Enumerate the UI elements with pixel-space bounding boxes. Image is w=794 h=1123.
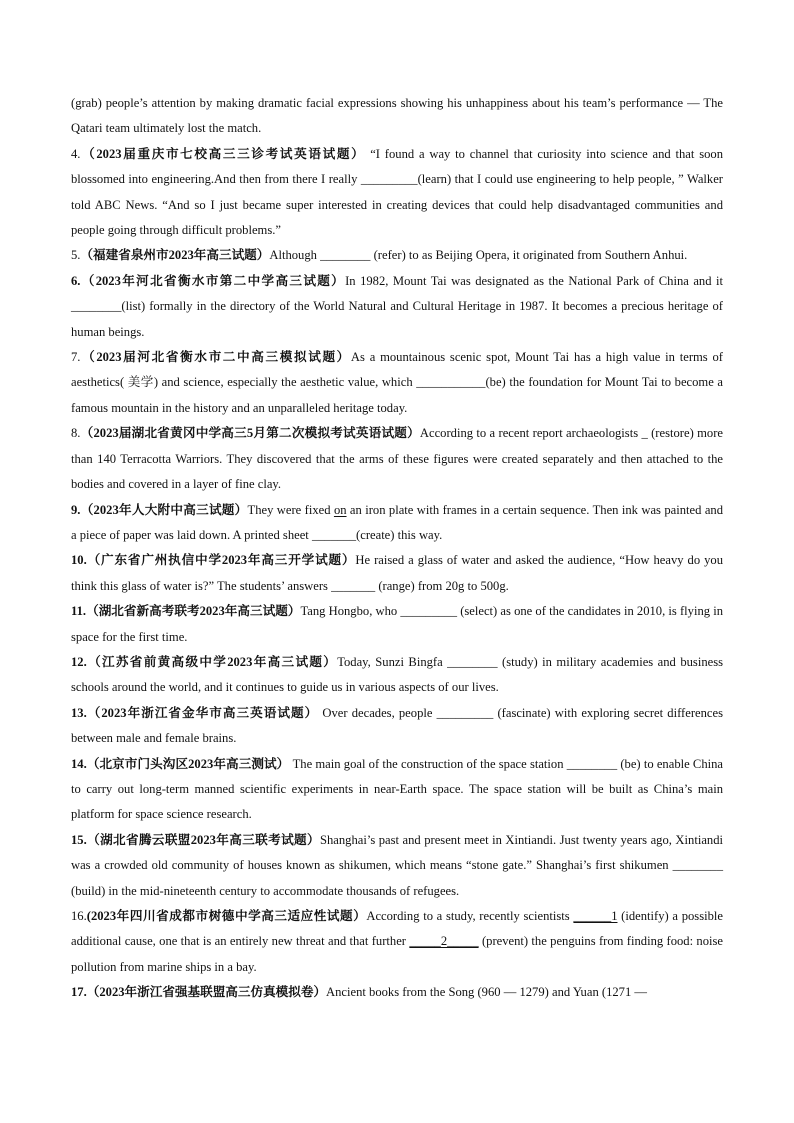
question-source: （湖北省腾云联盟2023年高三联考试题） [86, 832, 320, 847]
question-source: （2023届湖北省黄冈中学高三5月第二次模拟考试英语试题） [80, 426, 420, 441]
question-text: According to a study, recently scientists [366, 909, 574, 923]
question-text: They were fixed [247, 502, 334, 517]
underlined-text: ______1 [573, 909, 618, 923]
question-text: Although ________ (refer) to as Beijing Opera, it originated from Southern Anhui. [269, 248, 688, 263]
question-number: 11. [71, 604, 87, 619]
question-text: According to a recent report archaeologists _ (restore) more than 140 Terracotta Warriors. They discovered that the arms of these figures were created separately and then attached to the bodies and covered in a layer of fine clay. [71, 426, 723, 492]
question-number: 8. [71, 426, 81, 441]
question-item [71, 980, 723, 1005]
question-number: 9. [71, 502, 81, 517]
question-source: （2023年浙江省强基联盟高三仿真模拟卷） [86, 985, 327, 1000]
question-source: （2023年人大附中高三试题） [80, 502, 248, 517]
question-number: 10. [71, 553, 87, 568]
question-text: an iron plate with frames in a certain sequence. Then ink was painted and a piece of paper was laid down. A printed sheet _______(create) this way. [71, 502, 724, 542]
question-number: 17. [71, 985, 87, 1000]
question-source: （江苏省前黄高级中学2023年高三试题） [86, 654, 338, 669]
question-source: （湖北省新高考联考2023年高三试题） [86, 604, 301, 619]
question-item [71, 142, 723, 244]
question-text: Tang Hongbo, who _________ (select) as one of the candidates in 2010, is flying in space for the first time. [71, 604, 724, 644]
question-text: (identify) a possible additional cause, one that is an entirely new threat and that further [71, 909, 723, 949]
underlined-text: on [333, 502, 347, 517]
document-page [71, 91, 723, 1006]
question-number: 13. [71, 705, 87, 720]
question-text: The main goal of the construction of the space station ________ (be) to enable China to carry out long-term manned scientific experiments in near-Earth space. The space station will be built as China’s main platform for space science research. [71, 756, 724, 822]
question-number: 7. [71, 350, 81, 365]
question-source: （福建省泉州市2023年高三试题） [80, 248, 270, 263]
question-text: “I found a way to channel that curiosity into science and that soon blossomed into engineering.And then from there I really [71, 146, 723, 187]
question-number: 6. [71, 273, 81, 288]
question-item [71, 243, 723, 268]
question-text: As a mountainous scenic spot, Mount Tai has a high value in terms of aesthetics( 美学) and science, especially the aesthetic value, which ___________(be) the foundation for Mount Tai to become a famous mountain in the history and an unparalleled heritage today. [71, 350, 723, 415]
question-item [71, 548, 723, 599]
question-item [71, 828, 723, 904]
question-source: （2023年河北省衡水市第二中学高三试题） [80, 273, 346, 288]
question-number: 15. [71, 832, 87, 847]
question-item [71, 269, 723, 345]
question-item [71, 599, 723, 650]
question-text: Over decades, people _________ (fascinate) with exploring secret differences between male and female brains. [71, 705, 724, 746]
question-item [71, 498, 723, 549]
question-number: 16. [71, 909, 87, 923]
question-item [71, 91, 723, 142]
question-source: （2023年浙江省金华市高三英语试题） [86, 705, 319, 720]
question-item [71, 701, 723, 752]
underlined-text: _____2_____ [409, 934, 479, 949]
question-text: In 1982, Mount Tai was designated as the National Park of China and it ________(list) formally in the directory of the World Natural and Cultural Heritage in 1987. It becomes a precious heritage of human beings. [71, 273, 724, 339]
question-text: (learn) that I could use engineering to help people, ” Walker told ABC News. “And so I just became super interested in creating devices that could help disadvantaged communities and people going through difficult problems.” [71, 172, 724, 238]
question-item [71, 650, 723, 701]
question-number: 4. [71, 146, 81, 161]
question-number: 5. [71, 248, 81, 263]
question-item [71, 345, 723, 421]
question-source: （北京市门头沟区2023年高三测试） [86, 756, 290, 771]
question-text: Ancient books from the Song (960 — 1279) and Yuan (1271 — [326, 985, 648, 1000]
question-text: He raised a glass of water and asked the audience, “How heavy do you think this glass of water is?” The students’ answers _______ (range) from 20g to 500g. [71, 553, 723, 593]
question-source: （2023届重庆市七校高三三诊考试英语试题） [80, 146, 366, 161]
question-number: 14. [71, 756, 87, 771]
question-source: （广东省广州执信中学2023年高三开学试题） [86, 553, 356, 568]
question-text: (prevent) the penguins from finding food: noise pollution from marine ships in a bay. [71, 934, 724, 974]
question-number: 12. [71, 654, 87, 669]
question-text: _________ [360, 172, 418, 187]
question-source: (2023年四川省成都市树德中学高三适应性试题） [86, 909, 367, 923]
question-item [71, 752, 723, 828]
question-text: Today, Sunzi Bingfa ________ (study) in military academies and business schools around the world, and it continues to guide us in various aspects of our lives. [71, 654, 724, 695]
question-item [71, 904, 723, 980]
question-text: Shanghai’s past and present meet in Xintiandi. Just twenty years ago, Xintiandi was a crowded old community of houses known as shikumen, which means “stone gate.” Shanghai’s first shikumen ________ (build) in the mid-nineteenth century to accommodate thousands of refugees. [71, 832, 724, 898]
question-text: (grab) people’s attention by making dramatic facial expressions showing his unhappiness about his team’s performance — The Qatari team ultimately lost the match. [71, 96, 723, 136]
question-source: （2023届河北省衡水市二中高三模拟试题） [80, 350, 351, 365]
question-item [71, 421, 723, 497]
